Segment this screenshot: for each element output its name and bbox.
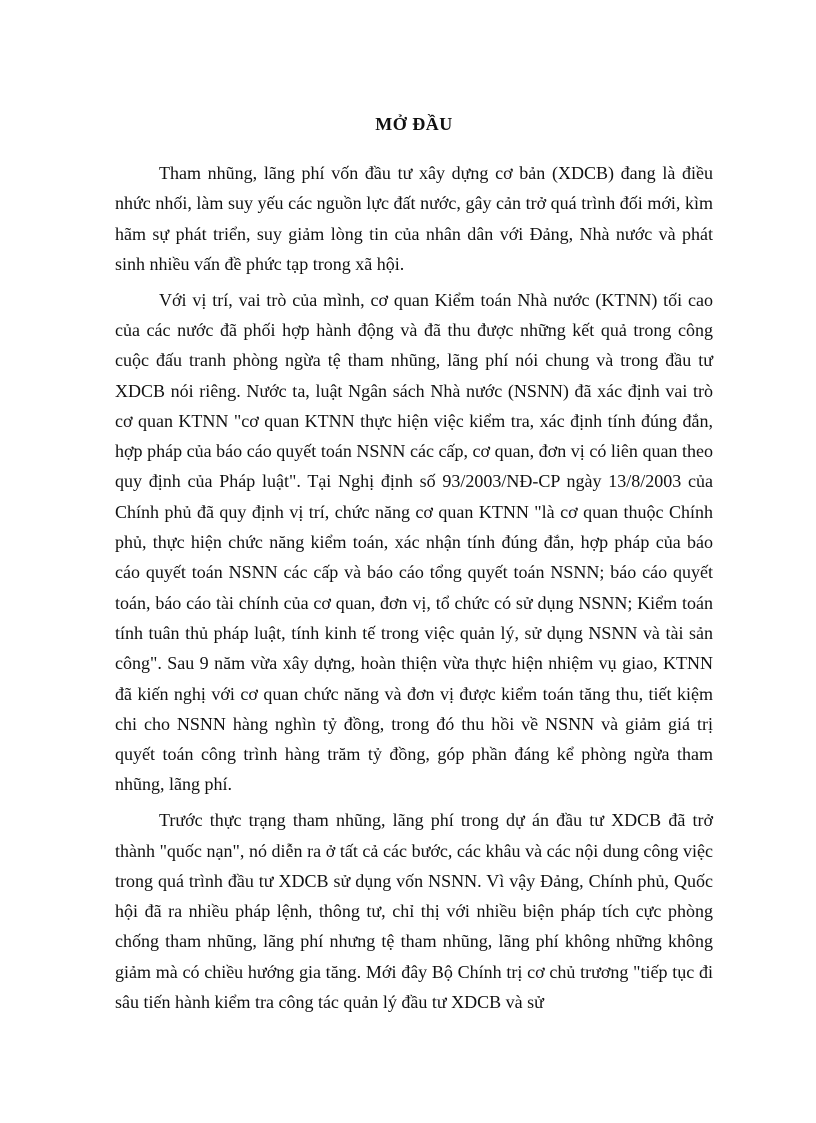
paragraph-2: Với vị trí, vai trò của mình, cơ quan Kiểm toán Nhà nước (KTNN) tối cao của các nước đã phối hợp hành động và đã thu được những kết quả trong công cuộc đấu tranh phòng ngừa tệ tham nhũng, lãng phí nói chung và trong đầu tư XDCB nói riêng. Nước ta, luật Ngân sách Nhà nước (NSNN) đã xác định vai trò cơ quan KTNN "cơ quan KTNN thực hiện việc kiểm tra, xác định tính đúng đắn, hợp pháp của báo cáo quyết toán NSNN các cấp, cơ quan, đơn vị có liên quan theo quy định của Pháp luật". Tại Nghị định số 93/2003/NĐ-CP ngày 13/8/2003 của Chính phủ đã quy định vị trí, chức năng cơ quan KTNN "là cơ quan thuộc Chính phủ, thực hiện chức năng kiểm toán, xác nhận tính đúng đắn, hợp pháp của báo cáo quyết toán NSNN các cấp và báo cáo tổng quyết toán NSNN; báo cáo quyết toán, báo cáo tài chính của cơ quan, đơn vị, tổ chức có sử dụng NSNN; Kiểm toán tính tuân thủ pháp luật, tính kinh tế trong việc quản lý, sử dụng NSNN và tài sản công". Sau 9 năm vừa xây dựng, hoàn thiện vừa thực hiện nhiệm vụ giao, KTNN đã kiến nghị với cơ quan chức năng và đơn vị được kiểm toán tăng thu, tiết kiệm chi cho NSNN hàng nghìn tỷ đồng, trong đó thu hồi về NSNN và giảm giá trị quyết toán công trình hàng trăm tỷ đồng, góp phần đáng kể phòng ngừa tham nhũng, lãng phí.	[115, 289, 713, 795]
document-body	[115, 158, 713, 1017]
paragraph-3: Trước thực trạng tham nhũng, lãng phí trong dự án đầu tư XDCB đã trở thành "quốc nạn", nó diễn ra ở tất cả các bước, các khâu và các nội dung công việc trong quá trình đầu tư XDCB sử dụng vốn NSNN. Vì vậy Đảng, Chính phủ, Quốc hội đã ra nhiều pháp lệnh, thông tư, chỉ thị với nhiều biện pháp tích cực phòng chống tham nhũng, lãng phí nhưng tệ tham nhũng, lãng phí không những không giảm mà có chiều hướng gia tăng. Mới đây Bộ Chính trị cơ chủ trương "tiếp tục đi sâu tiến hành kiểm tra công tác quản lý đầu tư XDCB và sử	[115, 810, 713, 1013]
paragraph-1: Tham nhũng, lãng phí vốn đầu tư xây dựng cơ bản (XDCB) đang là điều nhức nhối, làm suy yếu các nguồn lực đất nước, gây cản trở quá trình đối mới, kìm hãm sự phát triển, suy giảm lòng tin của nhân dân với Đảng, Nhà nước và phát sinh nhiều vấn đề phức tạp trong xã hội.	[115, 163, 713, 274]
document-title: MỞ ĐẦU	[375, 114, 453, 135]
